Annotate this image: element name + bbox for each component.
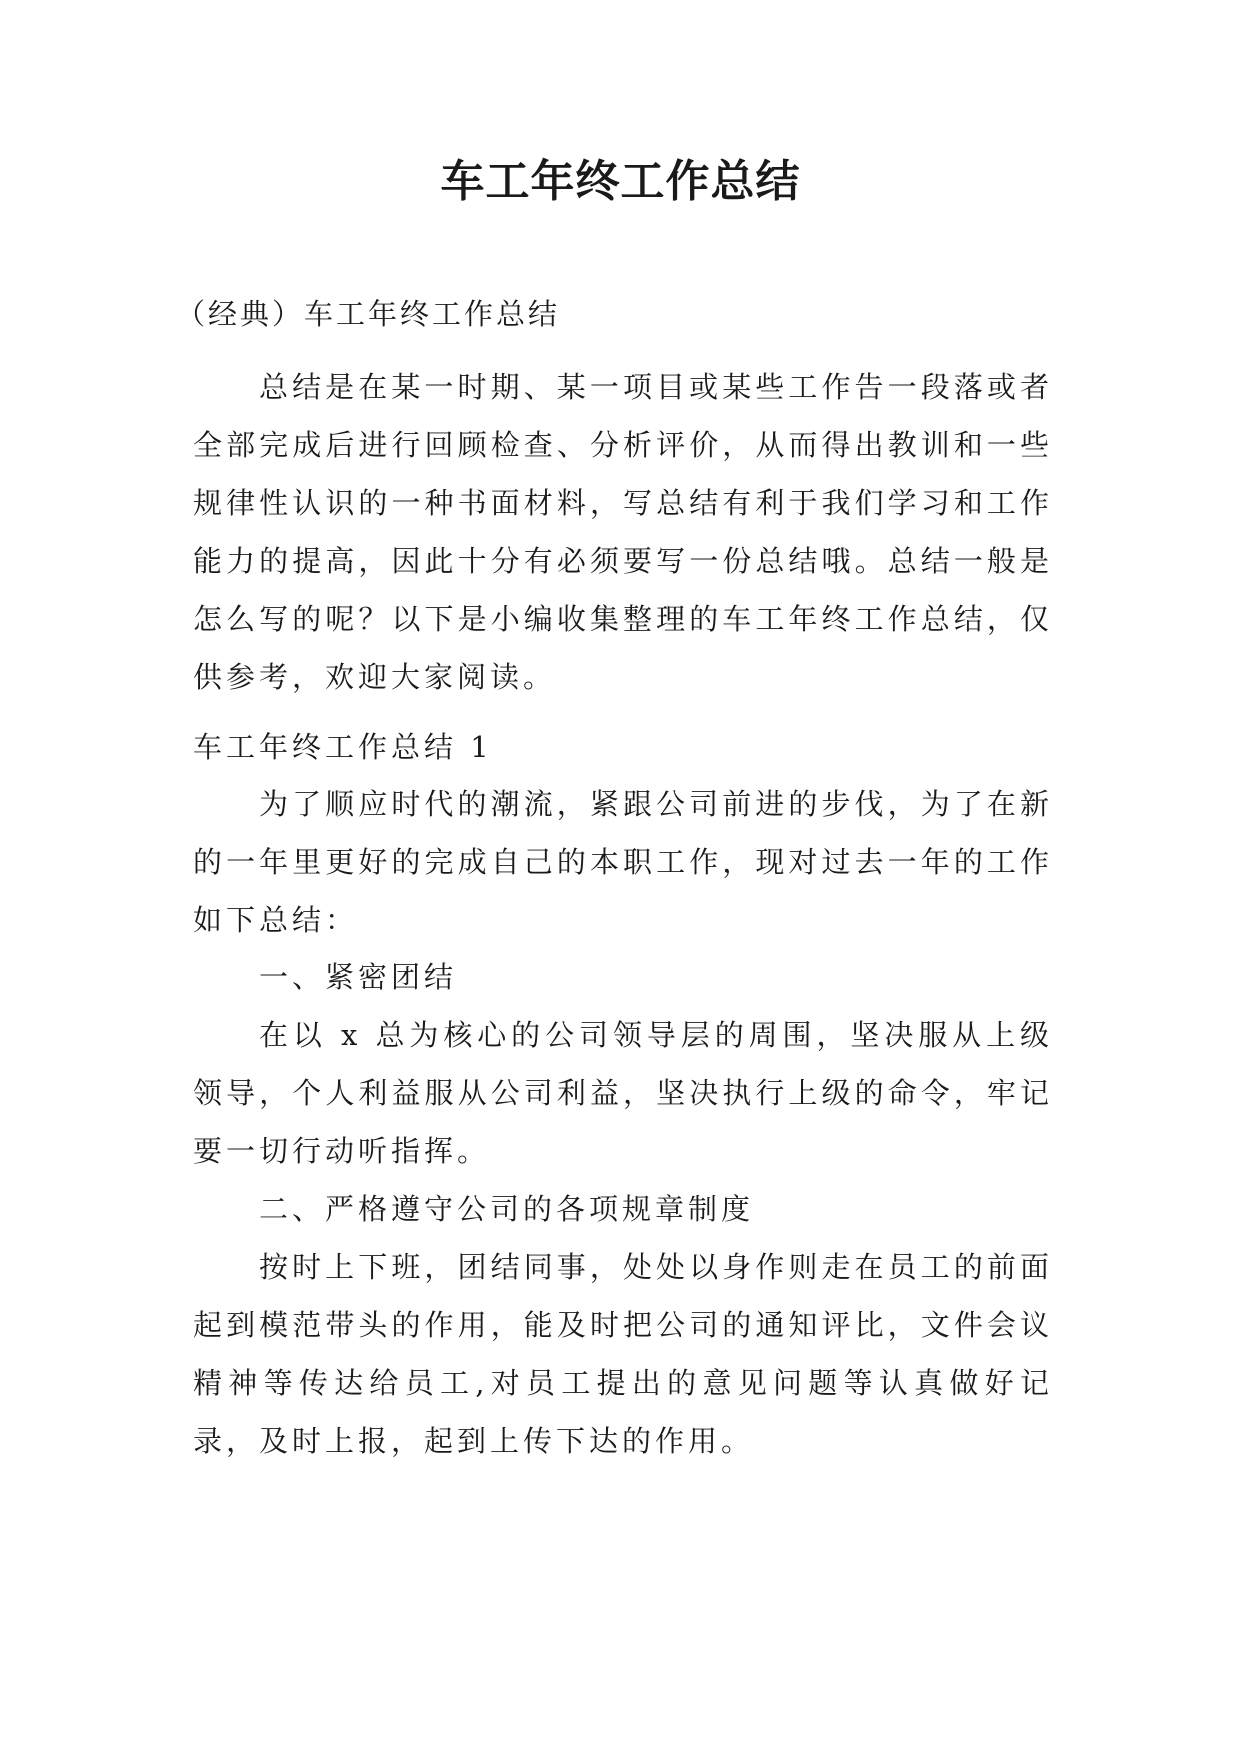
document-subtitle: （经典）车工年终工作总结 <box>176 297 561 331</box>
intro-paragraph: 总结是在某一时期、某一项目或某些工作告一段落或者全部完成后进行回顾检查、分析评价，从而得出教训和一些规律性认识的一种书面材料，写总结有利于我们学习和工作能力的提高，因此十分有必须要写一份总结哦。总结一般是怎么写的呢？以下是小编收集整理的车工年终工作总结，仅供参考，欢迎大家阅读。 <box>193 370 1053 694</box>
rules-paragraph: 按时上下班，团结同事，处处以身作则走在员工的前面起到模范带头的作用，能及时把公司的通知评比，文件会议精神等传达给员工,对员工提出的意见问题等认真做好记录，及时上报，起到上传下达的作用。 <box>193 1250 1053 1458</box>
document-title: 车工年终工作总结 <box>440 156 801 207</box>
section-title: 车工年终工作总结 1 <box>193 730 493 764</box>
heading-rules: 二、严格遵守公司的各项规章制度 <box>259 1192 755 1226</box>
solidarity-paragraph: 在以 x 总为核心的公司领导层的周围，坚决服从上级领导，个人利益服从公司利益，坚决执行上级的命令，牢记要一切行动听指挥。 <box>193 1018 1053 1168</box>
section-intro-paragraph: 为了顺应时代的潮流，紧跟公司前进的步伐，为了在新的一年里更好的完成自己的本职工作，现对过去一年的工作如下总结： <box>193 787 1053 937</box>
heading-solidarity: 一、紧密团结 <box>259 960 458 994</box>
